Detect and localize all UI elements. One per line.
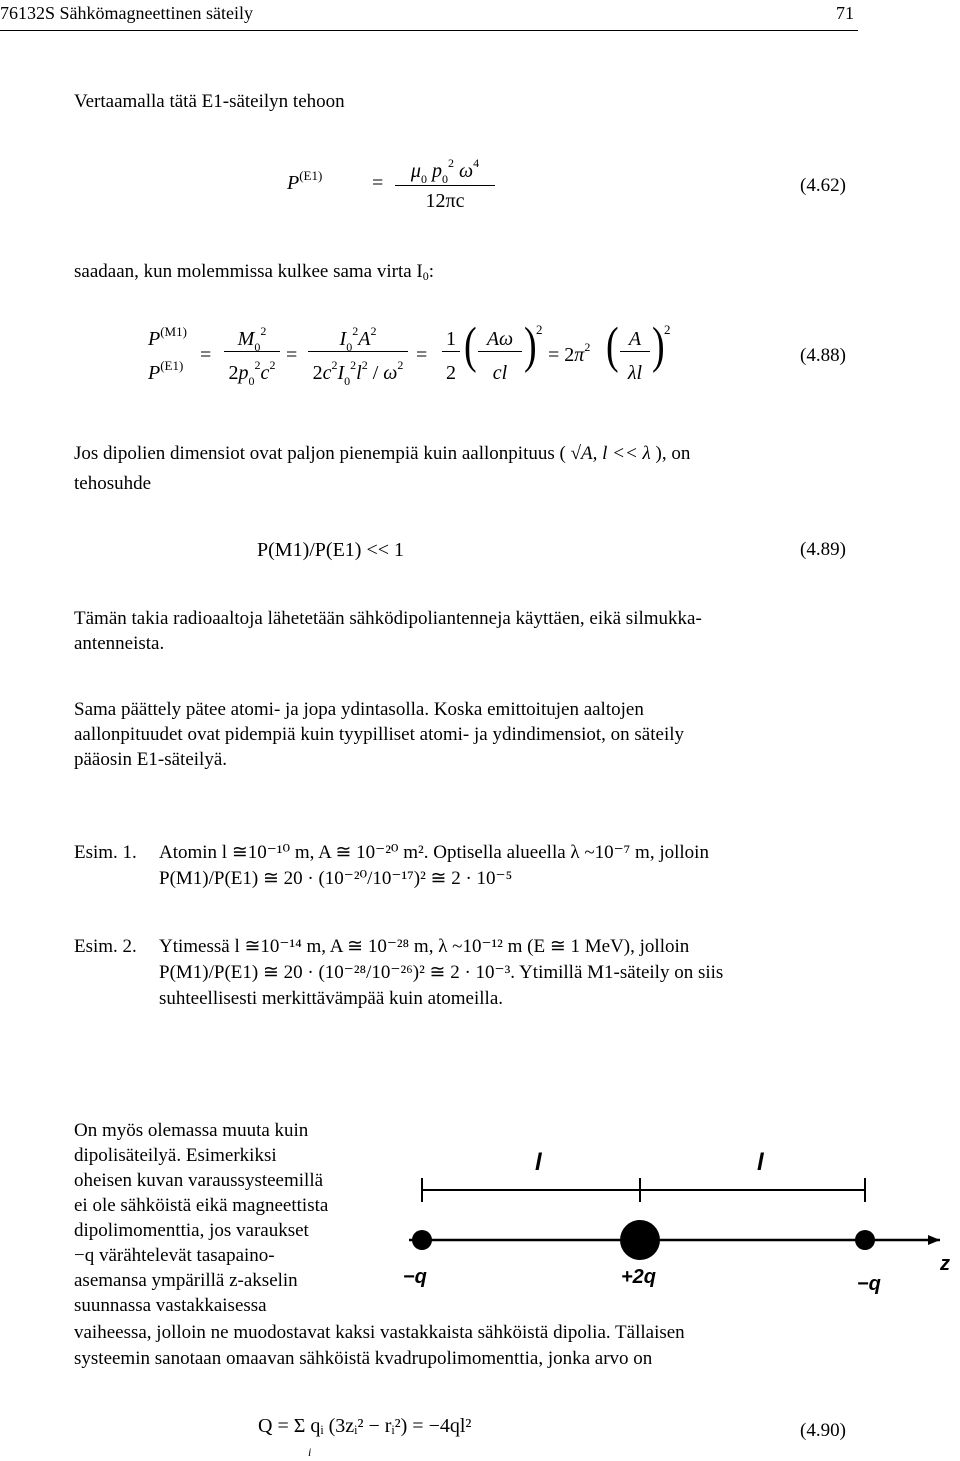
eq462-lhs: P bbox=[287, 172, 300, 194]
quad-line-9: systeemin sanotaan omaavan sähköistä kvadrupolimomenttia, jonka arvo on bbox=[74, 1348, 653, 1369]
eq-label-4-62: (4.62) bbox=[800, 175, 846, 196]
header-rule bbox=[0, 30, 858, 31]
quad-line-4: dipolimomenttia, jos varaukset bbox=[74, 1220, 309, 1241]
eq490-sum-index: i bbox=[308, 1445, 312, 1459]
esim1-line2: P(M1)/P(E1) ≅ 20 · (10⁻²⁰/10⁻¹⁷)² ≅ 2 · 10⁻⁵ bbox=[159, 868, 513, 889]
sama-paragraph-line2: aallonpituudet ovat pidempiä kuin tyypilliset atomi- ja ydindimensiot, on säteily bbox=[74, 724, 685, 745]
esim1-label: Esim. 1. bbox=[74, 842, 137, 863]
label-charge-right: −q bbox=[857, 1273, 881, 1295]
charge-mid-dot bbox=[620, 1220, 660, 1260]
equation-4-90: Q = Σ qᵢ (3zᵢ² − rᵢ²) = −4ql² bbox=[258, 1415, 472, 1437]
equation-4-88: $P^{(M1)}$ $P^{(E1)}$ = $M_0^2$ $2p_0^2c^2$ = $I_0^2A^2$ $2c^2I_0^2l^2 / \omega^2$ = 1 2 ( Aω cl ) 2 = $2\pi^2$ ( A λl ) 2 bbox=[148, 317, 671, 388]
taman-paragraph-line1: Tämän takia radioaaltoja lähetetään sähködipoliantenneja käyttäen, eikä silmukka- bbox=[74, 608, 702, 629]
dipolien-paragraph-line1: Jos dipolien dimensiot ovat paljon pienempiä kuin aallonpituus ( √A, l << λ ), on bbox=[74, 443, 691, 464]
quad-line-0: On myös olemassa muuta kuin bbox=[74, 1120, 309, 1141]
label-l-left: l bbox=[535, 1149, 542, 1176]
sama-paragraph-line3: pääosin E1-säteilyä. bbox=[74, 749, 228, 770]
charge-right-dot bbox=[855, 1230, 875, 1250]
eq462-numerator: $\mu_0$ $p_0^2$ $\omega^4$ bbox=[395, 160, 495, 186]
eq462-lhs-sup: (E1) bbox=[299, 168, 323, 183]
quad-line-6: asemansa ympärillä z-akselin bbox=[74, 1270, 298, 1291]
z-axis-arrowhead bbox=[928, 1235, 940, 1245]
quad-line-3: ei ole sähköistä eikä magneettista bbox=[74, 1195, 329, 1216]
charge-left-dot bbox=[412, 1230, 432, 1250]
quad-line-8: vaiheessa, jolloin ne muodostavat kaksi vastakkaista sähköistä dipolia. Tällaisen bbox=[74, 1322, 685, 1343]
label-l-right: l bbox=[757, 1149, 764, 1176]
equation-4-89: P(M1)/P(E1) << 1 bbox=[257, 539, 405, 561]
quad-line-7: suunnassa vastakkaisessa bbox=[74, 1295, 267, 1316]
label-charge-left: −q bbox=[403, 1266, 427, 1288]
quad-line-5: −q värähtelevät tasapaino- bbox=[74, 1245, 275, 1266]
saadaan-text: saadaan, kun molemmissa kulkee sama virta $I_0$: bbox=[74, 261, 435, 283]
dipolien-condition: √A, l << λ bbox=[570, 443, 651, 464]
quad-line-2: oheisen kuvan varaussysteemillä bbox=[74, 1170, 324, 1191]
esim1-line1: Atomin l ≅10⁻¹⁰ m, A ≅ 10⁻²⁰ m². Optisella alueella λ ~10⁻⁷ m, jolloin bbox=[159, 842, 709, 863]
taman-paragraph-line2: antenneista. bbox=[74, 633, 165, 654]
esim2-line2: P(M1)/P(E1) ≅ 20 · (10⁻²⁸/10⁻²⁶)² ≅ 2 · 10⁻³. Ytimillä M1-säteily on siis bbox=[159, 962, 724, 983]
label-z-axis: z bbox=[940, 1253, 950, 1275]
esim2-line1: Ytimessä l ≅10⁻¹⁴ m, A ≅ 10⁻²⁸ m, λ ~10⁻¹² m (E ≅ 1 MeV), jolloin bbox=[159, 936, 690, 957]
eq-label-4-89: (4.89) bbox=[800, 539, 846, 560]
eq462-denominator: 12πc bbox=[425, 190, 465, 212]
page-number: 71 bbox=[836, 3, 854, 23]
quadrupole-figure bbox=[395, 1140, 960, 1300]
course-header: 76132S Sähkömagneettinen säteily bbox=[0, 3, 253, 23]
eq-label-4-90: (4.90) bbox=[800, 1420, 846, 1441]
esim2-line3: suhteellisesti merkittävämpää kuin atomeilla. bbox=[159, 988, 504, 1009]
intro-text: Vertaamalla tätä E1-säteilyn tehoon bbox=[74, 91, 345, 112]
dipolien-paragraph-line2: tehosuhde bbox=[74, 473, 152, 494]
quad-line-1: dipolisäteilyä. Esimerkiksi bbox=[74, 1145, 277, 1166]
sama-paragraph-line1: Sama päättely pätee atomi- ja jopa ydintasolla. Koska emittoitujen aaltojen bbox=[74, 699, 644, 720]
esim2-label: Esim. 2. bbox=[74, 936, 137, 957]
label-charge-mid: +2q bbox=[621, 1266, 657, 1288]
eq-label-4-88: (4.88) bbox=[800, 345, 846, 366]
